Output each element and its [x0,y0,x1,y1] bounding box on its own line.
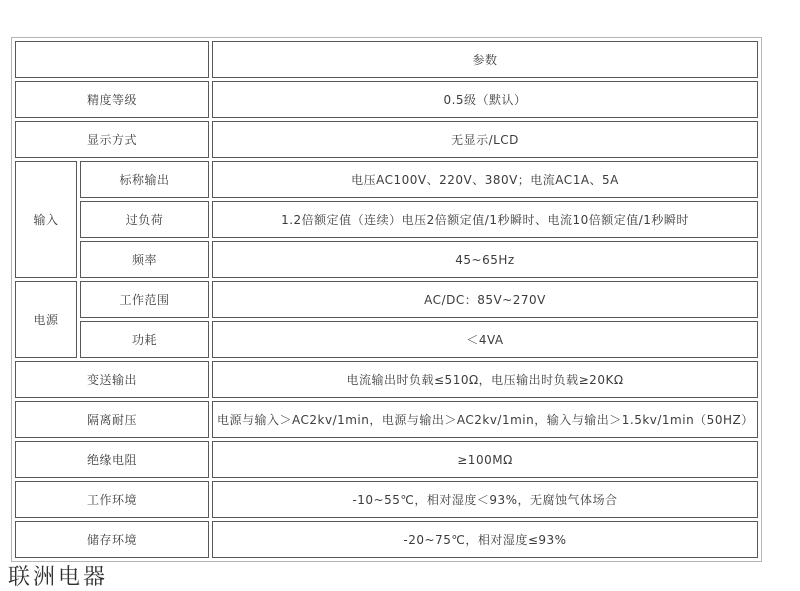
row-label: 过负荷 [80,201,209,238]
row-value: 45~65Hz [212,241,758,278]
header-empty-cell [15,41,209,78]
row-value: AC/DC：85V~270V [212,281,758,318]
row-value: ≥100MΩ [212,441,758,478]
row-value: 电源与输入＞AC2kv/1min，电源与输出＞AC2kv/1min，输入与输出＞1.5kv/1min（50HZ） [212,401,758,438]
row-label: 储存环境 [15,521,209,558]
watermark-logo-text: 联洲电器 [8,565,109,590]
row-label: 频率 [80,241,209,278]
row-label: 显示方式 [15,121,209,158]
row-label: 隔离耐压 [15,401,209,438]
table-row [15,441,758,478]
row-value: 电压AC100V、220V、380V；电流AC1A、5A [212,161,758,198]
table-row-header [15,41,758,78]
row-label: 精度等级 [15,81,209,118]
row-label: 工作环境 [15,481,209,518]
row-label: 变送输出 [15,361,209,398]
row-label: 功耗 [80,321,209,358]
row-value: 无显示/LCD [212,121,758,158]
table-row [15,161,758,198]
table-row [15,201,758,238]
spec-table [11,37,762,562]
table-row [15,521,758,558]
group-label-input: 输入 [15,161,77,278]
table-row [15,361,758,398]
row-label: 绝缘电阻 [15,441,209,478]
table-row [15,121,758,158]
row-label: 工作范围 [80,281,209,318]
table-row [15,241,758,278]
table-row [15,481,758,518]
row-value: 0.5级（默认） [212,81,758,118]
row-value: -20~75℃，相对湿度≤93% [212,521,758,558]
group-label-power: 电源 [15,281,77,358]
row-value: ＜4VA [212,321,758,358]
row-value: 1.2倍额定值（连续）电压2倍额定值/1秒瞬时、电流10倍额定值/1秒瞬时 [212,201,758,238]
table-row [15,401,758,438]
table-row [15,81,758,118]
table-row [15,281,758,318]
row-label: 标称输出 [80,161,209,198]
table-row [15,321,758,358]
row-value: -10~55℃，相对湿度＜93%，无腐蚀气体场合 [212,481,758,518]
row-value: 电流输出时负载≤510Ω，电压输出时负载≥20KΩ [212,361,758,398]
param-header-cell: 参数 [212,41,758,78]
